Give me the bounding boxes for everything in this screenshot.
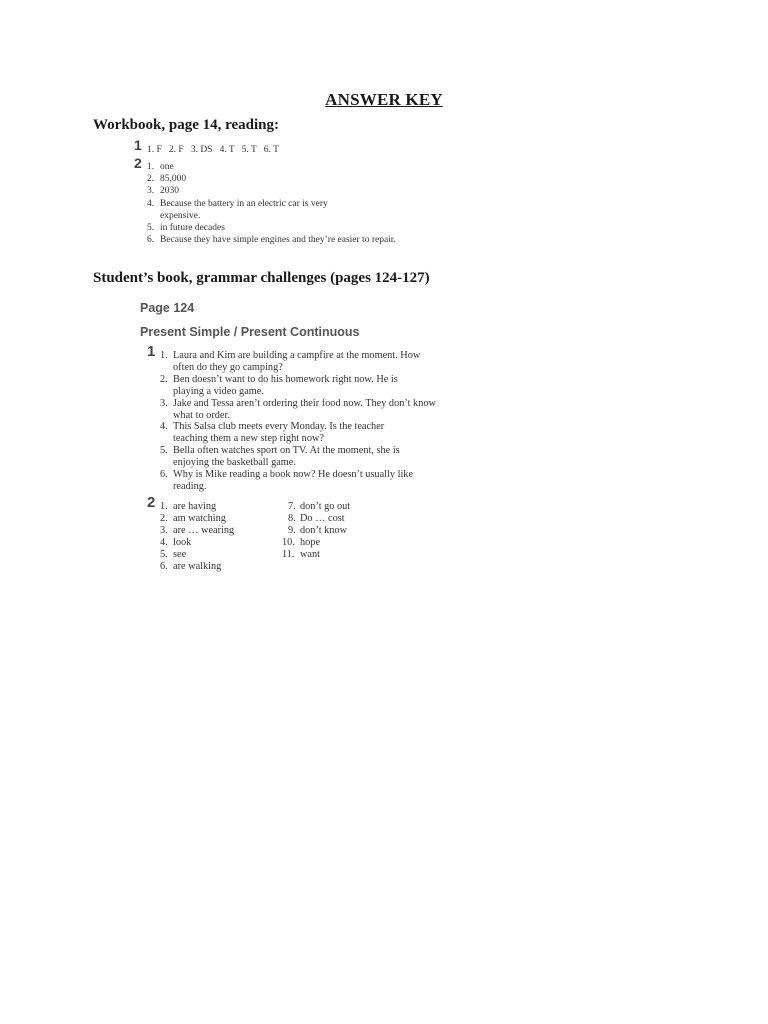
list-item: 1. one [147,162,174,172]
list-item: 2. 85,000 [147,174,187,185]
list-item: 4. This Salsa club meets every Monday. Is the teacher teaching them a new step right now? [160,421,385,445]
exercise-number: 1 [134,137,142,153]
list-item: 6. Why is Mike reading a book now? He doesn’t usually like reading. [160,469,414,492]
section-heading-students-book: Student’s book, grammar challenges (pages 124-127) [93,270,430,286]
list-item: 4. look [160,536,192,548]
list-item: 6. are walking [160,560,222,572]
list-item: 1. Laura and Kim are building a campfire at the moment. How often do they go camping? [160,350,421,373]
exercise-number: 1 [147,343,156,360]
list-item: 3. Jake and Tessa aren’t ordering their food now. They don’t know what to order. [160,397,436,421]
list-item: 2. Ben doesn’t want to do his homework right now. He is playing a video game. [160,373,398,397]
exercise-number: 2 [134,155,142,171]
exercise-number: 2 [147,494,156,511]
list-item: 3. 2030 [147,186,179,197]
answer-column-right [282,501,422,561]
grammar-exercise-2 [147,494,447,579]
answer-column-left [160,501,300,572]
workbook-exercise-2 [134,155,434,260]
answer-list [160,350,440,493]
workbook-exercise-1 [134,137,434,158]
list-item: 10. hope [282,536,321,548]
list-item: 8. Do … cost [288,512,345,524]
list-item: 1. are having [160,501,217,512]
list-item: 5. see [160,548,187,560]
page-title: ANSWER KEY [325,90,443,109]
list-item: 3. are … wearing [160,524,235,536]
page-label: Page 124 [140,301,195,315]
grammar-exercise-1 [147,343,447,496]
answer-columns [160,501,420,577]
list-item: 5. Bella often watches sport on TV. At the moment, she is enjoying the basketball game. [160,445,400,469]
list-item: 7. don’t go out [288,501,351,512]
grammar-subtitle: Present Simple / Present Continuous [140,325,360,339]
list-item: 6. Because they have simple engines and they’re easier to repair. [147,235,396,246]
list-item: 4. Because the battery in an electric car is very expensive. [147,198,328,221]
exercise-answers: 1. F 2. F 3. DS 4. T 5. T 6. T [147,145,279,155]
list-item: 5. in future decades [147,223,225,234]
list-item: 2. am watching [160,512,226,524]
list-item: 9. don’t know [288,524,348,536]
list-item: 11. want [282,548,321,560]
answer-list [147,161,397,246]
section-heading-workbook: Workbook, page 14, reading: [93,117,279,133]
